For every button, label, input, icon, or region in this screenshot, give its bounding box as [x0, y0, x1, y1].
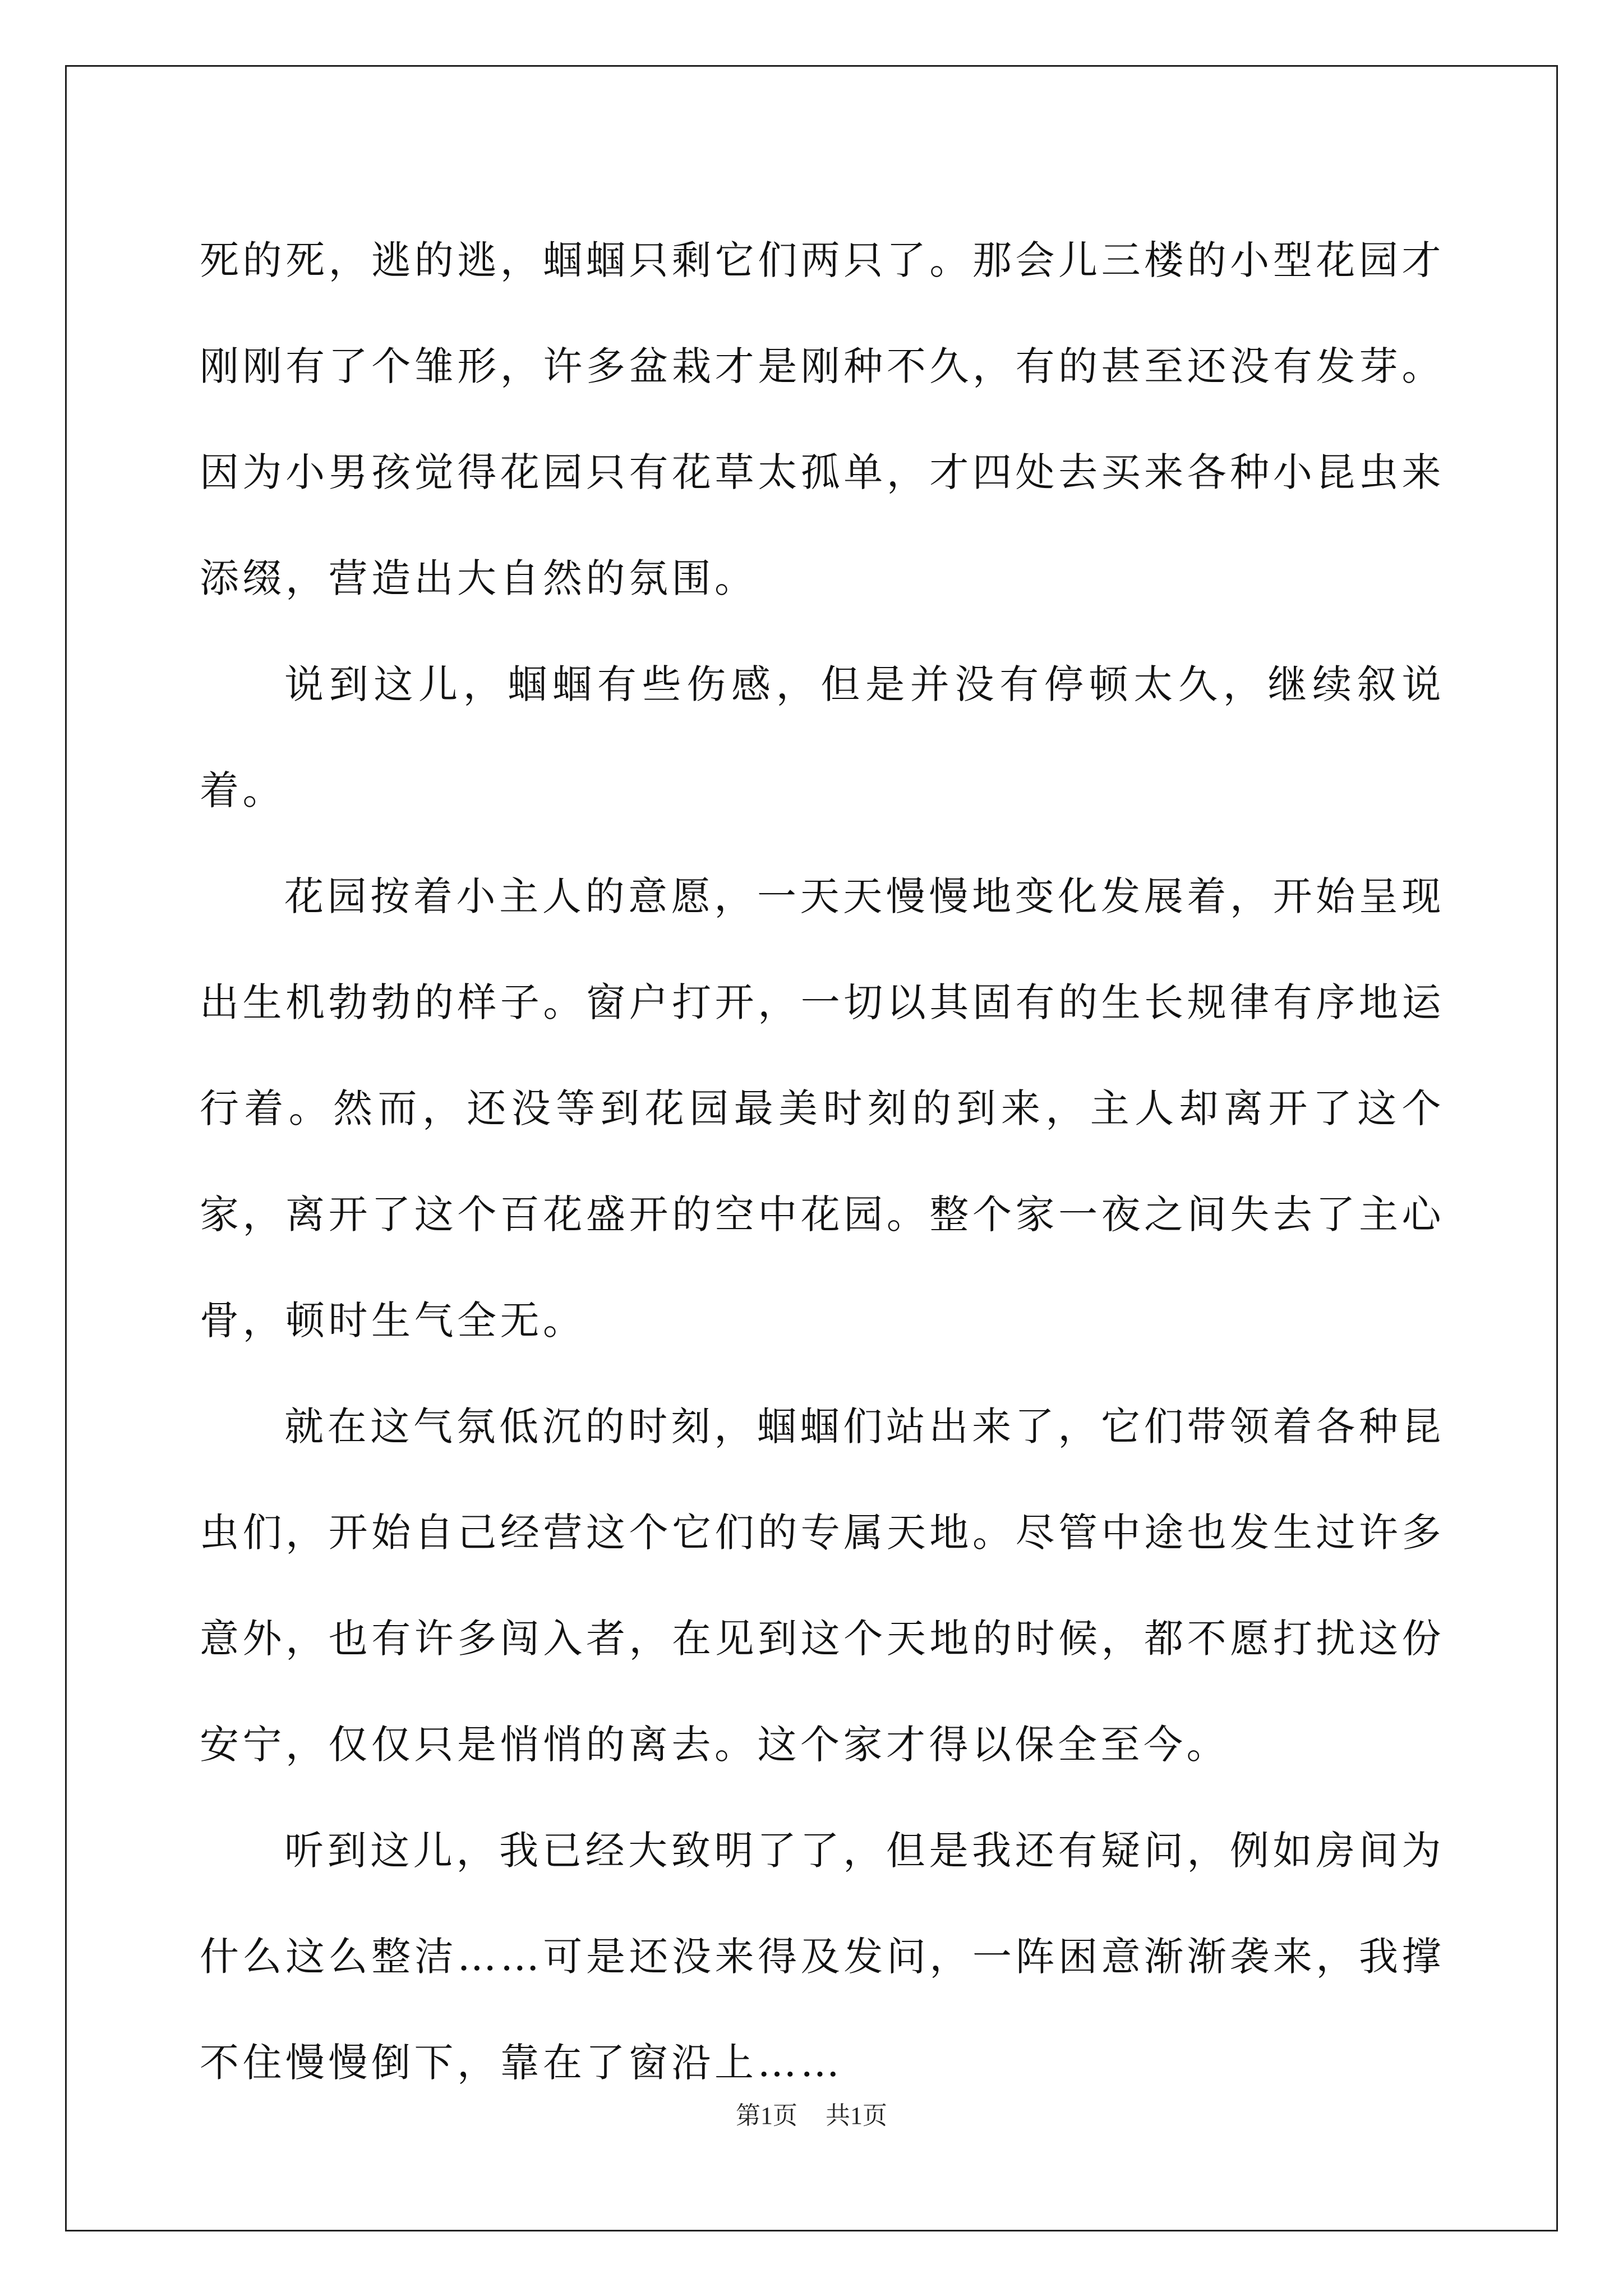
paragraph-5: 听到这儿，我已经大致明了了，但是我还有疑问，例如房间为什么这么整洁……可是还没来得及发问，一阵困意渐渐袭来，我撑不住慢慢倒下，靠在了窗沿上……: [200, 1828, 1445, 2086]
page-number-total: 共1页: [826, 2102, 887, 2129]
paragraph-1: 死的死，逃的逃，蝈蝈只剩它们两只了。那会儿三楼的小型花园才刚刚有了个雏形，许多盆栽才是刚种不久，有的甚至还没有发芽。因为小男孩觉得花园只有花草太孤单，才四处去买来各种小昆虫来添缀，营造出大自然的氛围。: [200, 237, 1445, 601]
paragraph-3: 花园按着小主人的意愿，一天天慢慢地变化发展着，开始呈现出生机勃勃的样子。窗户打开，一切以其固有的生长规律有序地运行着。然而，还没等到花园最美时刻的到来，主人却离开了这个家，离开了这个百花盛开的空中花园。整个家一夜之间失去了主心骨，顿时生气全无。: [200, 873, 1445, 1343]
page-number-current: 第1页: [736, 2102, 797, 2129]
document-body: [200, 208, 1445, 2116]
paragraph-4: 就在这气氛低沉的时刻，蝈蝈们站出来了，它们带领着各种昆虫们，开始自己经营这个它们的专属天地。尽管中途也发生过许多意外，也有许多闯入者，在见到这个天地的时候，都不愿打扰这份安宁，仅仅只是悄悄的离去。这个家才得以保全至今。: [200, 1404, 1445, 1768]
paragraph-2: 说到这儿，蝈蝈有些伤感，但是并没有停顿太久，继续叙说着。: [200, 661, 1445, 813]
page-footer: [0, 2095, 1623, 2131]
